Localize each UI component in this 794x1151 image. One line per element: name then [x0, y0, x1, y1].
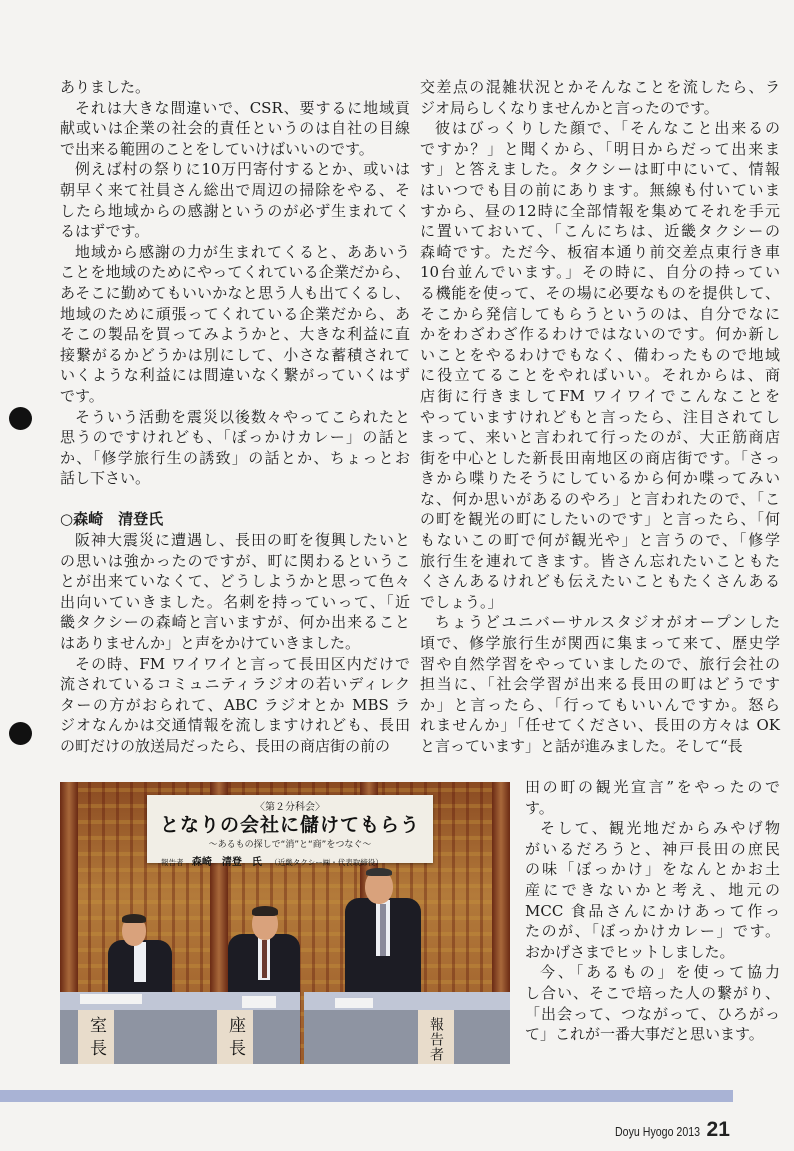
event-banner: [147, 795, 433, 868]
text-line: の思いは強かったのですが、町に関わるというこ: [60, 551, 410, 570]
text-line: 阪神大震災に遭遇し、長田の町を復興したいと: [75, 531, 410, 550]
text-line: とが出来ていなくて、どうしようかと思って色々: [60, 572, 410, 591]
left-text-column: [60, 77, 410, 757]
text-line: 「出会って、つながって、ひろがっ: [525, 1004, 780, 1023]
text-line: まって、来いと言われて行ったのが、大正筋商店: [420, 428, 780, 447]
banner-reporter: [147, 853, 433, 868]
text-line: ジオなんかは交通情報を流しますけれども、長田: [60, 716, 410, 735]
person-hair: [252, 906, 278, 916]
text-line: はいつでも目の前にあります。無線も付いていま: [420, 180, 780, 199]
text-line: かをわざわざ作るわけではないのです。何か新し: [420, 325, 780, 344]
text-line: ちょうどユニバーサルスタジオがオープンした: [435, 613, 780, 632]
text-line: ジオ局らしくなりませんかと言ったのです。: [420, 98, 719, 117]
text-line: の味「ぼっかけ」をなんとかお土: [525, 860, 780, 879]
text-line: る機能を使って、その場に必要なものを提供して、: [420, 283, 780, 302]
tie: [380, 904, 386, 956]
text-line: 頃で、修学旅行生が関西に集まって来て、歴史学: [420, 634, 780, 653]
text-line: いことをやるわけでもなく、備わったもので地域: [420, 345, 780, 364]
banner-title: となりの会社に儲けてもらう: [159, 814, 420, 836]
text-line: です。: [60, 386, 104, 405]
text-line: そこの製品を買ってみようかと、大きな利益に直: [60, 325, 410, 344]
right-text-column: [420, 77, 780, 757]
documents: [80, 994, 142, 1004]
text-line: か、「修学旅行生の誘致」の話とか、ちょっとお: [60, 448, 410, 467]
event-photo: [60, 782, 510, 1064]
curtain: [60, 782, 78, 1012]
text-line: し合い、そこで培った人の繋がり、: [525, 983, 780, 1002]
banner-session: 〈第２分科会〉: [255, 802, 325, 813]
text-line: 田の町の観光宣言”をやったので: [525, 778, 780, 796]
text-line: 森崎です。ただ今、板宿本通り前交差点東行き車: [420, 242, 780, 261]
text-line: 習や自然学習をやっていましたので、旅行会社の: [420, 654, 780, 673]
text-line: 交差点の混雑状況とかそんなことを流したら、ラ: [420, 78, 780, 96]
text-line: な、何か思いがあるのやろ」と言われたので、「こ: [420, 489, 780, 508]
text-line: 店街に行きましてFM ワイワイでこんなことを: [420, 386, 780, 405]
binder-hole: [9, 722, 32, 745]
text-line: の町だけの放送局だったら、長田の商店街の前の: [60, 737, 391, 755]
name-card-chair: 座長: [217, 1010, 253, 1064]
text-line: ありました。: [60, 78, 151, 96]
documents: [242, 996, 276, 1008]
text-line: に役立てることをやればいい。それからは、商: [420, 366, 780, 385]
text-line: がいるだろうと、神戸長田の庶民: [525, 839, 780, 858]
text-line: 話し下さい。: [60, 469, 151, 488]
text-line: 街を中心とした新長田南地区の商店街です。「さっ: [420, 448, 780, 467]
text-line: に置いておいて、「こんにちは、近畿タクシーの: [420, 222, 780, 241]
text-line: す。: [525, 798, 554, 817]
banner-subtitle: 〜あるもの探しで“消”と“商”をつなぐ〜: [208, 840, 372, 850]
text-line: したら地域からの感謝というのが必ず生まれてく: [60, 201, 410, 220]
text-line: で出来る範囲のことをしていけばいいのです。: [60, 139, 374, 158]
text-line: 地域のために頑張ってくれている企業だから、あ: [60, 304, 410, 323]
name-card-chair-room: 室長: [78, 1010, 114, 1064]
magazine-name: Doyu Hyogo 2013: [615, 1125, 701, 1139]
curtain: [492, 782, 510, 1012]
banner-reporter-label: 報告者: [161, 858, 184, 867]
text-line: 出向いていきました。名刺を持っていって、「近: [60, 592, 410, 611]
text-line: 旅行生を連れてきます。皆さん忘れたいこともた: [420, 551, 780, 570]
text-line: 流されているコミュニティラジオの若いディレク: [60, 675, 410, 694]
page-number: 21: [706, 1118, 730, 1141]
banner-reporter-affiliation: （近畿タクシー㈱・代表取締役）: [270, 858, 383, 867]
page-footer: [600, 1118, 730, 1142]
text-line: 地域から感謝の力が生まれてくると、ああいう: [75, 242, 410, 261]
banner-reporter-name: 森崎 清登 氏: [191, 857, 262, 868]
text-line: か」と言ったら、「行ってもいいんですか。怒ら: [420, 695, 780, 714]
text-line: す」と答えました。タクシーは町中にいて、情報: [420, 160, 780, 179]
binder-hole: [9, 407, 32, 430]
text-line: 思うのですけれども、「ぼっかけカレー」の話と: [60, 428, 410, 447]
text-line: るはずです。: [60, 222, 150, 241]
documents: [335, 998, 373, 1008]
text-line: 彼はびっくりした顔で、「そんなこと出来るの: [435, 119, 780, 138]
text-line: て」これが一番大事だと思います。: [525, 1025, 764, 1044]
text-line: ターの方がおられて、ABC ラジオとか MBS ラ: [60, 695, 410, 714]
text-line: 産にできないかと考え、地元の: [525, 880, 780, 899]
text-line: やっていますけれどもと言ったら、注目されてし: [420, 407, 780, 426]
text-line: きから喋りたそうにしているから何か喋ってみい: [420, 469, 780, 488]
text-line: MCC 食品さんにかけあって作っ: [525, 901, 780, 920]
speaker-heading: ○森崎 清登氏: [60, 510, 164, 529]
text-line: たのが、「ぼっかけカレー」です。: [525, 922, 780, 941]
text-line: れませんか」「任せてください、長田の方々は OK: [420, 716, 780, 735]
text-line: 今、「あるもの」を使って協力: [540, 963, 780, 982]
text-line: でしょう。」: [420, 592, 503, 611]
text-line: いくような利益には間違いなく繋がっていくはず: [60, 366, 410, 385]
table-front: [304, 1010, 510, 1064]
person-hair: [122, 914, 146, 923]
text-line: すから、昼の12時に全部情報を集めてそれを手元: [420, 201, 780, 220]
text-line: 献或いは企業の社会的責任というのは自社の目線: [60, 119, 410, 138]
text-line: 担当に、「社会学習が出来る長田の町はどうです: [420, 675, 780, 694]
text-line: はありませんか」と声をかけていきました。: [60, 634, 361, 653]
shirt: [134, 942, 146, 982]
text-line: あそこに勤めてもいいかなと思う人も出てくるし、: [60, 283, 410, 302]
spacer: [60, 489, 410, 510]
text-line: そういう活動を震災以後数々やってこられたと: [75, 407, 410, 426]
text-line: 畿タクシーの森崎と言いますが、何か出来ること: [60, 613, 410, 632]
text-line: ことを地域のためにやってくれている企業だから、: [60, 263, 410, 282]
text-line: その時、FM ワイワイと言って長田区内だけで: [75, 654, 410, 673]
text-line: それは大きな間違いで、CSR、要するに地域貢: [75, 98, 410, 117]
name-card-reporter: 報告者: [418, 1010, 454, 1064]
text-line: そして、観光地だからみやげ物: [540, 819, 780, 838]
text-line: ですか？」と聞くから、「明日からだって出来ま: [420, 139, 780, 158]
text-line: 例えば村の祭りに10万円寄付するとか、或いは: [75, 160, 410, 179]
text-line: 接繋がるかどうかは別にして、小さな蓄積されて: [60, 345, 410, 364]
text-line: の町を観光の町にしたいのです」と言ったら、「何: [420, 510, 780, 529]
text-line: くさんあるけれども伝えたいこともたくさんある: [420, 572, 780, 591]
text-line: と言っています」と話が進みました。そして“長: [420, 737, 743, 755]
right-narrow-text-column: [525, 777, 780, 1045]
person-hair: [366, 868, 392, 876]
tie: [262, 940, 267, 978]
text-line: もないこの町で何が観光や」と言うので、「修学: [420, 531, 780, 550]
text-line: おかげさまでヒットしました。: [525, 942, 735, 961]
text-line: 10台並んでいます。」その時に、自分の持ってい: [420, 263, 780, 282]
text-line: そこから発信してもらうというのは、自分でなに: [420, 304, 780, 323]
footer-accent-bar: [0, 1090, 733, 1102]
text-line: 朝早く来て社員さん総出で周辺の掃除をやる、そ: [60, 180, 410, 199]
